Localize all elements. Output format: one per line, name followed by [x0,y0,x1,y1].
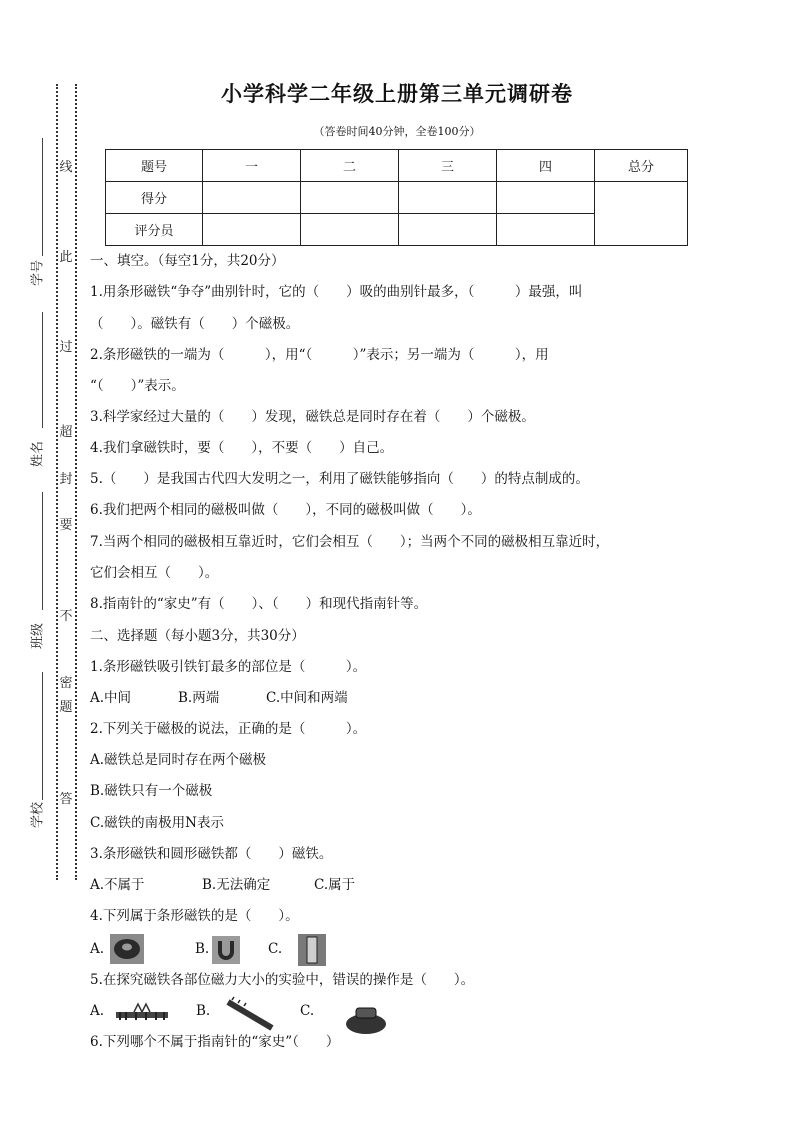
question-line: 1.用条形磁铁“争夺”曲别针时，它的（ ）吸的曲别针最多，（ ）最强，叫 [90,284,583,300]
question-line: 7.当两个相同的磁极相互靠近时，它们会相互（ ）；当两个不同的磁极相互靠近时， [90,534,610,550]
seal-char: 要 [59,518,73,533]
row-label: 得分 [106,182,203,214]
option-b[interactable]: B.两端 [178,690,220,706]
question-line: （ ）。磁铁有（ ）个磁极。 [90,316,300,332]
question-line: 它们会相互（ ）。 [90,565,219,581]
table-header-cell: 一 [203,150,301,182]
question-line: 6.我们把两个相同的磁极叫做（ ），不同的磁极叫做（ ）。 [90,502,481,518]
option-c[interactable]: C.中间和两端 [266,690,348,706]
option-a[interactable]: A.不属于 [90,877,145,893]
option-b[interactable]: B.无法确定 [202,877,271,893]
page-subtitle: （答卷时间40分钟，全卷100分） [313,125,481,138]
magnet-clips-image-c [344,1002,388,1036]
question-line: 2.条形磁铁的一端为（ ），用“（ ）”表示；另一端为（ ），用 [90,347,549,363]
table-header-cell: 总分 [595,150,688,182]
question-stem: 4.下列属于条形磁铁的是（ ）。 [90,908,299,924]
grader-cell[interactable] [497,214,595,246]
seal-char: 线 [59,160,73,175]
option-row [90,689,348,707]
question-stem: 3.条形磁铁和圆形磁铁都（ ）磁铁。 [90,846,333,862]
score-cell[interactable] [399,182,497,214]
option-b[interactable]: B.磁铁只有一个磁极 [90,783,213,799]
question-line: 8.指南针的“家史”有（ ）、（ ）和现代指南针等。 [90,596,428,612]
table-row [106,182,688,214]
question-line: 3.科学家经过大量的（ ）发现，磁铁总是同时存在着（ ）个磁极。 [90,409,535,425]
table-header-cell: 三 [399,150,497,182]
option-a[interactable]: A. [90,1003,105,1019]
seal-char: 超 [59,425,73,440]
field-label-class: 班级 [30,622,46,650]
bar-magnet-image [298,934,326,966]
question-line: 4.我们拿磁铁时，要（ ），不要（ ）自己。 [90,440,394,456]
option-b[interactable]: B. [196,1003,211,1019]
fill-line-school[interactable] [42,672,43,800]
table-row [106,150,688,182]
seal-char: 题 [59,700,73,715]
page-title: 小学科学二年级上册第三单元调研卷 [221,82,573,106]
score-cell[interactable] [301,182,399,214]
ring-magnet-image [110,934,144,964]
magnet-clips-image-b [222,996,278,1036]
fill-line-name[interactable] [42,312,43,428]
seal-char: 密 [59,676,73,691]
seal-char: 不 [59,609,73,624]
binding-dotted-line-inner [75,84,77,880]
score-cell[interactable] [497,182,595,214]
field-label-school: 学校 [30,801,46,829]
question-stem: 5.在探究磁铁各部位磁力大小的实验中，错误的操作是（ ）。 [90,972,475,988]
score-table [105,149,688,246]
seal-char: 答 [59,792,73,807]
score-cell[interactable] [203,182,301,214]
fill-line-class[interactable] [42,492,43,610]
option-a[interactable]: A.中间 [90,690,132,706]
question-stem: 2.下列关于磁极的说法，正确的是（ ）。 [90,721,367,737]
option-c[interactable]: C. [268,941,283,957]
question-line: 5.（ ）是我国古代四大发明之一，利用了磁铁能够指向（ ）的特点制成的。 [90,471,589,487]
seal-char: 过 [59,340,73,355]
grader-cell[interactable] [301,214,399,246]
question-line: “（ ）”表示。 [90,378,185,394]
table-header-cell: 题号 [106,150,203,182]
field-label-student-id: 学号 [30,259,46,287]
option-b[interactable]: B. [195,941,210,957]
binding-dotted-line-outer [56,84,58,880]
table-header-cell: 四 [497,150,595,182]
row-label: 评分员 [106,214,203,246]
option-a[interactable]: A. [90,941,105,957]
grader-cell[interactable] [203,214,301,246]
total-score-cell[interactable] [595,182,688,246]
magnet-clips-image-a [114,1000,170,1028]
fill-line-student-id[interactable] [42,138,43,256]
field-label-name: 姓名 [30,440,46,468]
option-c[interactable]: C.磁铁的南极用N表示 [90,815,224,831]
u-magnet-image [212,936,240,964]
table-header-cell: 二 [301,150,399,182]
seal-char: 封 [59,472,73,487]
grader-cell[interactable] [399,214,497,246]
section-heading: 二、选择题（每小题3分，共30分） [90,628,305,644]
question-stem: 6.下列哪个不属于指南针的“家史”（ ） [90,1034,340,1050]
option-a[interactable]: A.磁铁总是同时存在两个磁极 [90,752,267,768]
option-c[interactable]: C. [300,1003,315,1019]
option-c[interactable]: C.属于 [314,877,356,893]
option-row [90,876,355,894]
seal-char: 此 [59,250,73,265]
section-heading: 一、填空。（每空1分，共20分） [90,253,285,269]
question-stem: 1.条形磁铁吸引铁钉最多的部位是（ ）。 [90,659,367,675]
